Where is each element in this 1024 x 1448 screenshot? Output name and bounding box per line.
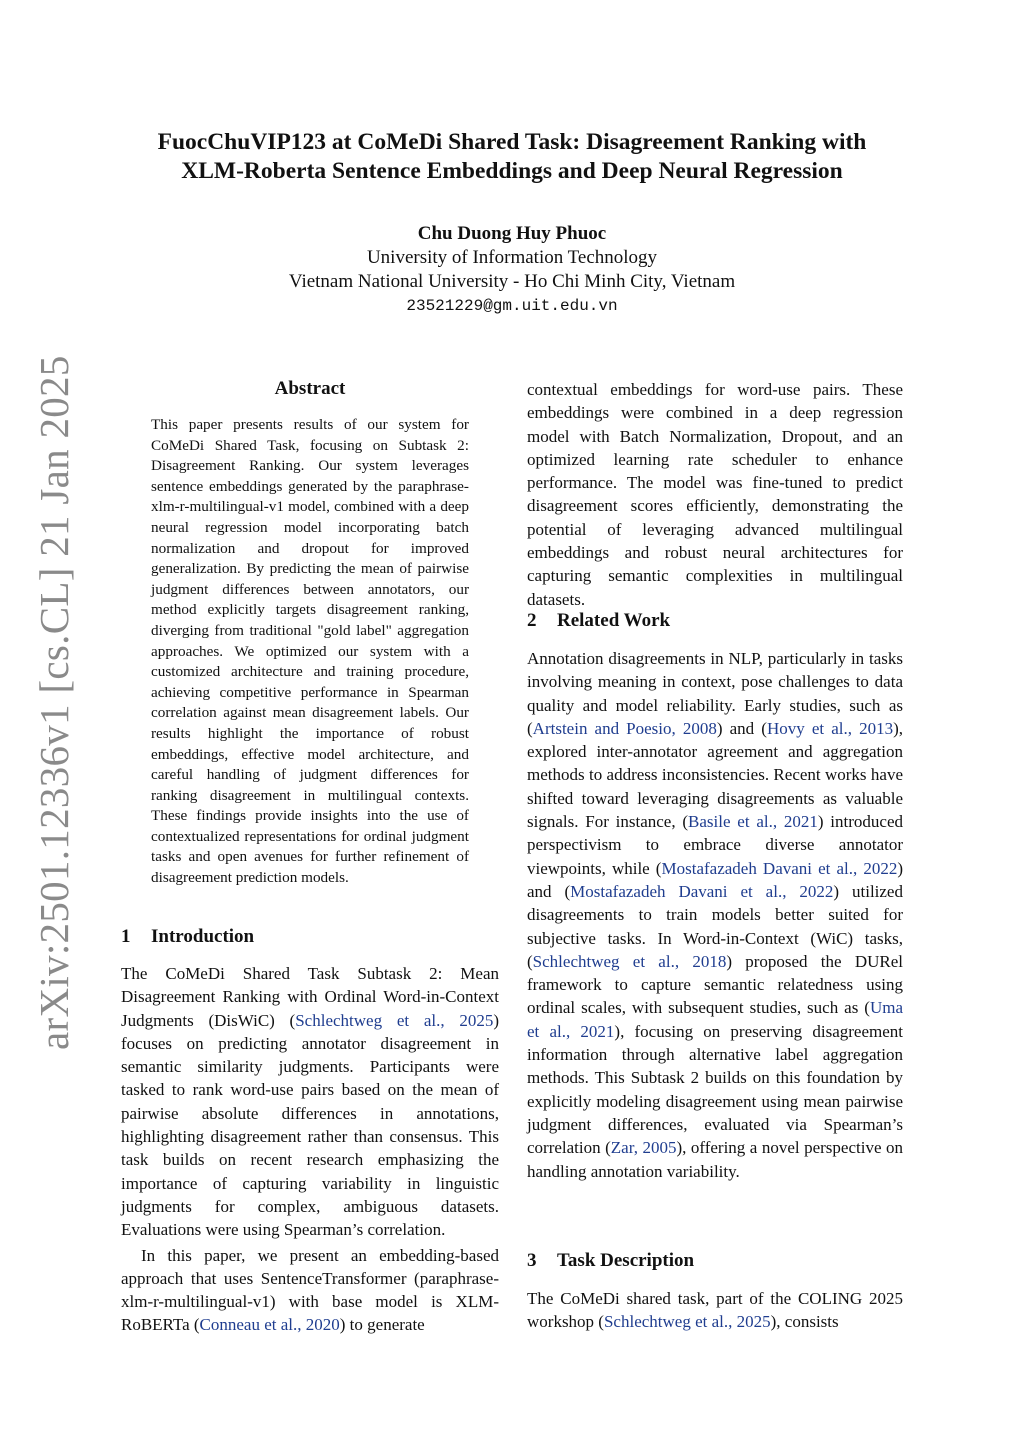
citation-link[interactable]: Zar, 2005 xyxy=(610,1138,677,1158)
citation-link[interactable]: Conneau et al., 2020 xyxy=(199,1315,340,1335)
author-email: 23521229@gm.uit.edu.vn xyxy=(406,297,618,315)
text-run: ) and ( xyxy=(527,858,903,901)
title-line-2: XLM-Roberta Sentence Embeddings and Deep Neural Regression xyxy=(181,158,843,184)
citation-link[interactable]: Mostafazadeh Davani et al., 2022 xyxy=(661,858,898,878)
section-title: Task Description xyxy=(557,1250,695,1271)
text-run: ) utilized disagreements to train models better suited for subjective tasks. In Word-in-Context (WiC) tasks, ( xyxy=(527,881,903,971)
citation-link[interactable]: Schlechtweg et al., 2018 xyxy=(532,951,727,971)
section-title: Related Work xyxy=(557,610,671,631)
abstract-heading: Abstract xyxy=(274,378,346,399)
author-block xyxy=(80,222,944,318)
text-run: ), focusing on preserving disagreement information through alternative label aggregation methods. This Subtask 2 builds on this foundation by explicitly modeling disagreement using mean pairwise judgment differences, evaluated via Spearman’s correlation ( xyxy=(527,1021,903,1158)
section-title: Introduction xyxy=(151,926,255,947)
section-number: 3 xyxy=(527,1250,537,1271)
introduction-section xyxy=(121,925,499,1337)
paper-title xyxy=(80,128,944,186)
citation-link[interactable]: Schlechtweg et al., 2025 xyxy=(603,1312,771,1332)
introduction-paragraph-2-continued xyxy=(527,378,903,611)
text-run: ) proposed the DURel framework to capture semantic relatedness using ordinal scales, with subsequent studies, such as ( xyxy=(527,951,903,1018)
citation-link[interactable]: Schlechtweg et al., 2025 xyxy=(295,1010,494,1030)
task-description-paragraph xyxy=(527,1287,903,1334)
text-run: ) and ( xyxy=(716,718,767,738)
text-run: ) introduced perspectivism to embrace diverse annotator viewpoints, while ( xyxy=(527,812,904,878)
text-run: ), explored inter-annotator agreement and aggregation methods to address inconsistencies. Recent works have shifted toward leveraging disagreements as valuable signals. For instance, ( xyxy=(527,718,903,832)
text-run: ), offering a novel perspective on handling annotation variability. xyxy=(527,1138,903,1181)
related-work-heading xyxy=(527,609,903,633)
section-number: 2 xyxy=(527,610,537,631)
related-work-paragraph xyxy=(527,647,903,1183)
introduction-paragraph-2-continuation: contextual embeddings for word-use pairs. These embeddings were combined in a deep regression model with Batch Normalization, Dropout, and an optimized learning rate scheduler to enhance performance. The model was fine-tuned to predict disagreement scores efficiently, demonstrating the potential of leveraging advanced multilingual embeddings and robust neural architectures for capturing semantic complexities in multilingual datasets. xyxy=(527,380,903,609)
related-work-section xyxy=(527,609,903,1183)
introduction-paragraph-1 xyxy=(121,962,499,1242)
text-run: Annotation disagreements in NLP, particularly in tasks involving meaning in context, pose challenges to data quality and model reliability. Early studies, such as ( xyxy=(527,649,903,738)
text-run: The CoMeDi Shared Task Subtask 2: Mean Disagreement Ranking with Ordinal Word-in-Context Judgments (DisWiC) ( xyxy=(121,964,499,1030)
author-name: Chu Duong Huy Phuoc xyxy=(417,223,607,244)
task-description-section xyxy=(527,1249,903,1334)
text-run: The CoMeDi shared task, part of the COLING 2025 workshop ( xyxy=(527,1289,903,1332)
citation-link[interactable]: Basile et al., 2021 xyxy=(688,812,818,832)
citation-link[interactable]: Uma et al., 2021 xyxy=(527,998,903,1041)
text-run: ), consists xyxy=(770,1312,839,1332)
citation-link[interactable]: Hovy et al., 2013 xyxy=(766,718,894,738)
section-number: 1 xyxy=(121,926,131,947)
title-line-1: FuocChuVIP123 at CoMeDi Shared Task: Disagreement Ranking with xyxy=(157,129,867,155)
text-run: In this paper, we present an embedding-based approach that uses SentenceTransformer (paraphrase-xlm-r-multilingual-v1) with base model is XLM-RoBERTa ( xyxy=(121,1245,499,1335)
citation-link[interactable]: Artstein and Poesio, 2008 xyxy=(532,718,717,738)
introduction-heading xyxy=(121,925,499,949)
task-description-heading xyxy=(527,1249,903,1273)
introduction-paragraph-2 xyxy=(121,1244,499,1337)
text-run: ) to generate xyxy=(339,1315,425,1335)
affiliation-national: Vietnam National University - Ho Chi Minh City, Vietnam xyxy=(288,271,736,292)
arxiv-identifier: arXiv:2501.12336v1 [cs.CL] 21 Jan 2025 xyxy=(31,355,77,1050)
text-run: ) focuses on predicting annotator disagreement in semantic similarity judgments. Participants were tasked to rank word-use pairs based on the mean of pairwise absolute differences in annotations, highlighting disagreement rather than consensus. This task builds on recent research emphasizing the importance of capturing variability in linguistic judgments for complex, ambiguous datasets. Evaluations were using Spearman’s correlation. xyxy=(121,1010,499,1240)
abstract-text: This paper presents results of our system for CoMeDi Shared Task, focusing on Subtask 2: Disagreement Ranking. Our system leverages sentence embeddings generated by the paraphrase-xlm-r-multilingual-v1 model, combined with a deep neural regression model incorporating batch normalization and dropout for improved generalization. By predicting the mean of pairwise judgment differences between annotators, our method explicitly targets disagreement ranking, diverging from traditional "gold label" aggregation approaches. We optimized our system with a customized architecture and training procedure, achieving competitive performance in Spearman correlation against mean disagreement labels. Our results highlight the importance of robust embeddings, effective model architecture, and careful handling of judgment differences for ranking disagreement in multilingual contexts. These findings provide insights into the use of contextualized representations for ordinal judgment tasks and open avenues for further refinement of disagreement prediction models. xyxy=(151,416,469,887)
affiliation-university: University of Information Technology xyxy=(366,247,658,268)
citation-link[interactable]: Mostafazadeh Davani et al., 2022 xyxy=(570,881,834,901)
